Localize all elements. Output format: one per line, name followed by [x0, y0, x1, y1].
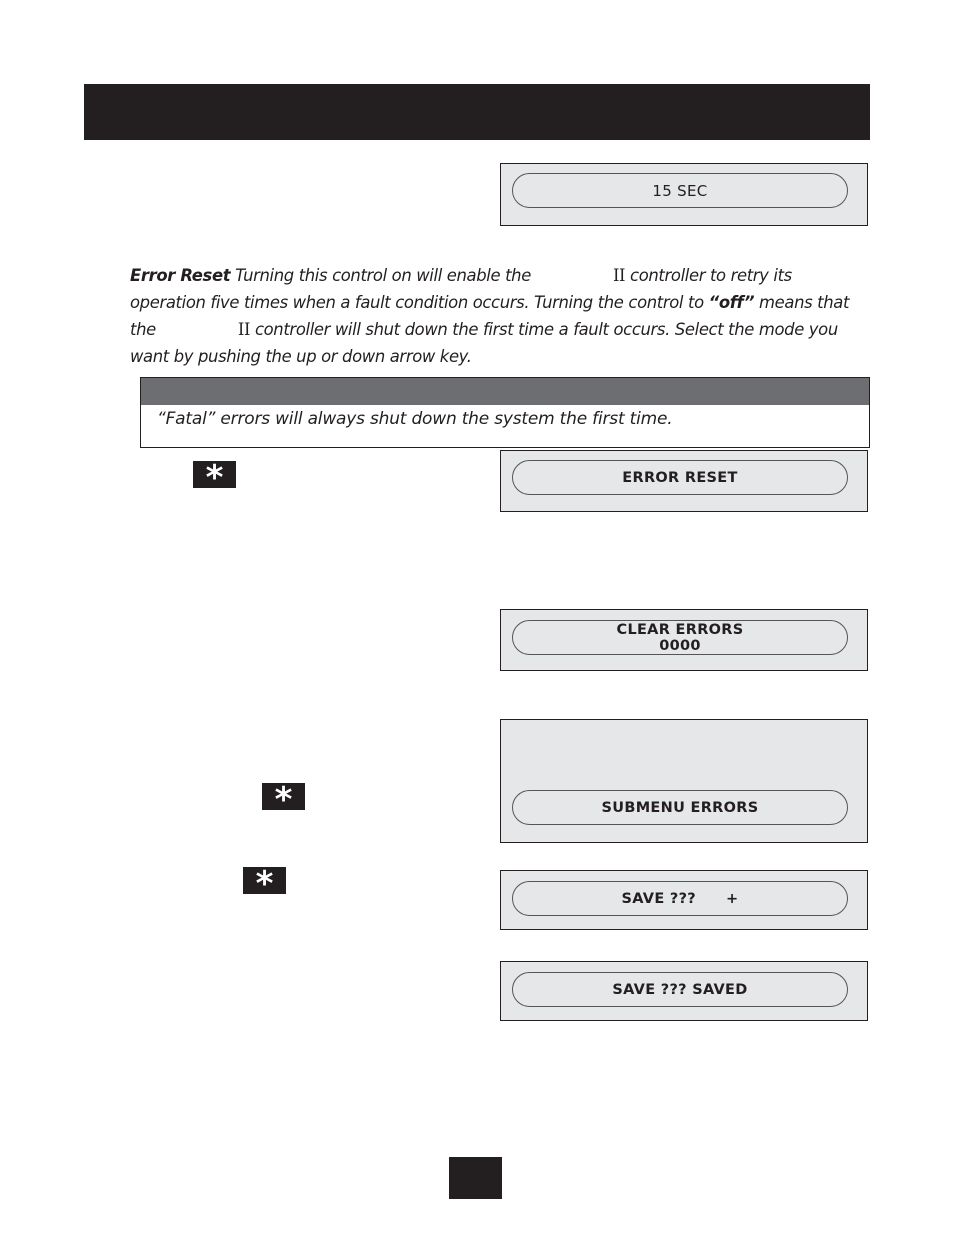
- lcd-display-delay: [500, 163, 868, 226]
- note-box: [140, 377, 870, 448]
- lcd-text: SUBMENU ERRORS: [601, 799, 759, 816]
- section-header-bar: [84, 84, 870, 140]
- lcd-text-field: [512, 881, 848, 916]
- note-header: [141, 378, 869, 405]
- asterisk-key-icon: *: [193, 461, 236, 488]
- term-off: “off”: [708, 293, 755, 312]
- lcd-text-line1: CLEAR ERRORS: [616, 621, 744, 638]
- lcd-display-save-saved: [500, 961, 868, 1021]
- asterisk-key-icon: *: [243, 867, 286, 894]
- page-number-box: [449, 1157, 502, 1199]
- asterisk-key-icon: *: [262, 783, 305, 810]
- term-error-reset: Error Reset: [130, 266, 231, 285]
- lcd-display-submenu-errors: [500, 719, 868, 843]
- lcd-text-field: [512, 173, 848, 208]
- lcd-text: 15 SEC: [652, 181, 708, 200]
- lcd-text-field: [512, 460, 848, 495]
- lcd-text: ERROR RESET: [622, 469, 738, 486]
- note-text: “Fatal” errors will always shut down the system the first time.: [157, 409, 673, 429]
- lcd-text: SAVE ???: [621, 890, 697, 907]
- lcd-plus: +: [726, 890, 739, 907]
- lcd-text-field: [512, 790, 848, 825]
- lcd-text-line2: 0000: [659, 637, 701, 654]
- error-reset-paragraph: Error Reset Turning this control on will enable the II controller to retry its operation five times when a fault condition occurs. Turning the control to “off” means that the II controller will shut down the first time a fault occurs. Select the mode you want by pushing the up or down arrow key.: [130, 266, 850, 366]
- lcd-text-field: [512, 620, 848, 655]
- lcd-display-error-reset: [500, 450, 868, 512]
- lcd-text: SAVE ??? SAVED: [612, 981, 748, 998]
- lcd-text-field: [512, 972, 848, 1007]
- lcd-display-save-prompt: [500, 870, 868, 930]
- lcd-display-clear-errors: [500, 609, 868, 671]
